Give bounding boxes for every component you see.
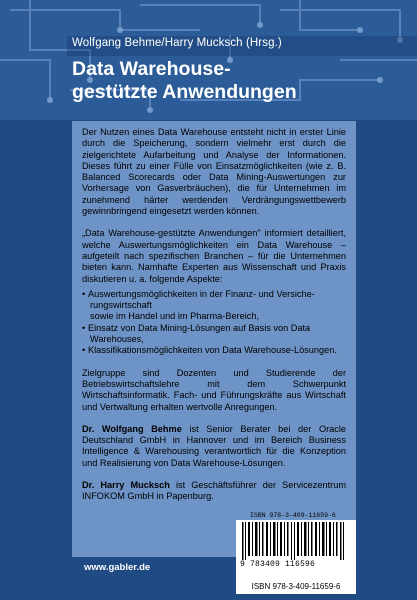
paragraph-audience: Zielgruppe sind Dozenten und Studierende der Betriebswirtschaftslehre mit dem Schwerpunkt Wirtschaftsinformatik. Fach- und Führungskräfte aus Wirtschaft und Vertwaltung erhalten wertvolle Anregungen. [82,367,346,412]
isbn-top: ISBN 978-3-409-11659-6 [250,512,336,519]
list-item: • Klassifikationsmöglichkeiten von Data Warehouse-Lösungen. [82,345,337,356]
barcode-icon [236,520,356,562]
list-item: • Auswertungsmöglichkeiten in der Finanz- und Versiche- rungswirtschaft sowie im Handel und im Pharma-Bereich, [82,288,315,322]
aspects-list [82,289,346,357]
barcode-digits: 9 783409 116596 [240,560,316,569]
paragraph-author-2: Dr. Harry Mucksch ist Geschäftsführer der Servicezentrum INFOKOM GmbH in Papenburg. [82,480,346,502]
authors: Wolfgang Behme/Harry Mucksch (Hrsg.) [72,37,282,49]
author-1-name: Dr. Wolfgang Behme [82,423,182,434]
list-item: • Einsatz von Data Mining-Lösungen auf Basis von Data Warehouses, [82,322,311,345]
isbn-bottom: ISBN 978-3-409-11659-6 [236,580,356,594]
title-line-1: Data Warehouse- [72,58,231,80]
blurb-text [82,127,346,514]
title-line-2: gestützte Anwendungen [72,81,297,103]
author-2-name: Dr. Harry Mucksch [82,480,170,491]
barcode [236,520,356,580]
publisher-website: www.gabler.de [84,562,151,573]
book-title [72,58,297,104]
paragraph-intro: Der Nutzen eines Data Warehouse entsteht nicht in erster Linie durch die Speicherung, sondern vielmehr erst durch die zielgerichtete Aufarbeitung und Analyse der Informationen. Dieses führt zu einer Fülle von Einsatzmöglichkeiten (wie z. B. Balanced Scorecards oder Data Mining-Auswertungen zur Vorhersage von Gasverbräuchen), die für Unternehmen im zunehmend härter werdenden Verdrängungswettbewerb gewinnbringend eingesetzt werden können. [82,127,346,217]
paragraph-author-1: Dr. Wolfgang Behme ist Senior Berater bei der Oracle Deutschland GmbH in Hannover und im Bereich Business Intelligence & Warehousing verantwortlich für die Konzeption und Realisierung von Data Warehouse-Lösungen. [82,423,346,468]
paragraph-overview: „Data Warehouse-gestützte Anwendungen" informiert detailliert, welche Auswertungsmöglichkeiten ein Data Warehouse – aufgeteilt nach spezifischen Branchen – für die Unternehmen bieten kann. Namhafte Experten aus Wissenschaft und Praxis diskutieren u. a. folgende Aspekte: [82,228,346,284]
